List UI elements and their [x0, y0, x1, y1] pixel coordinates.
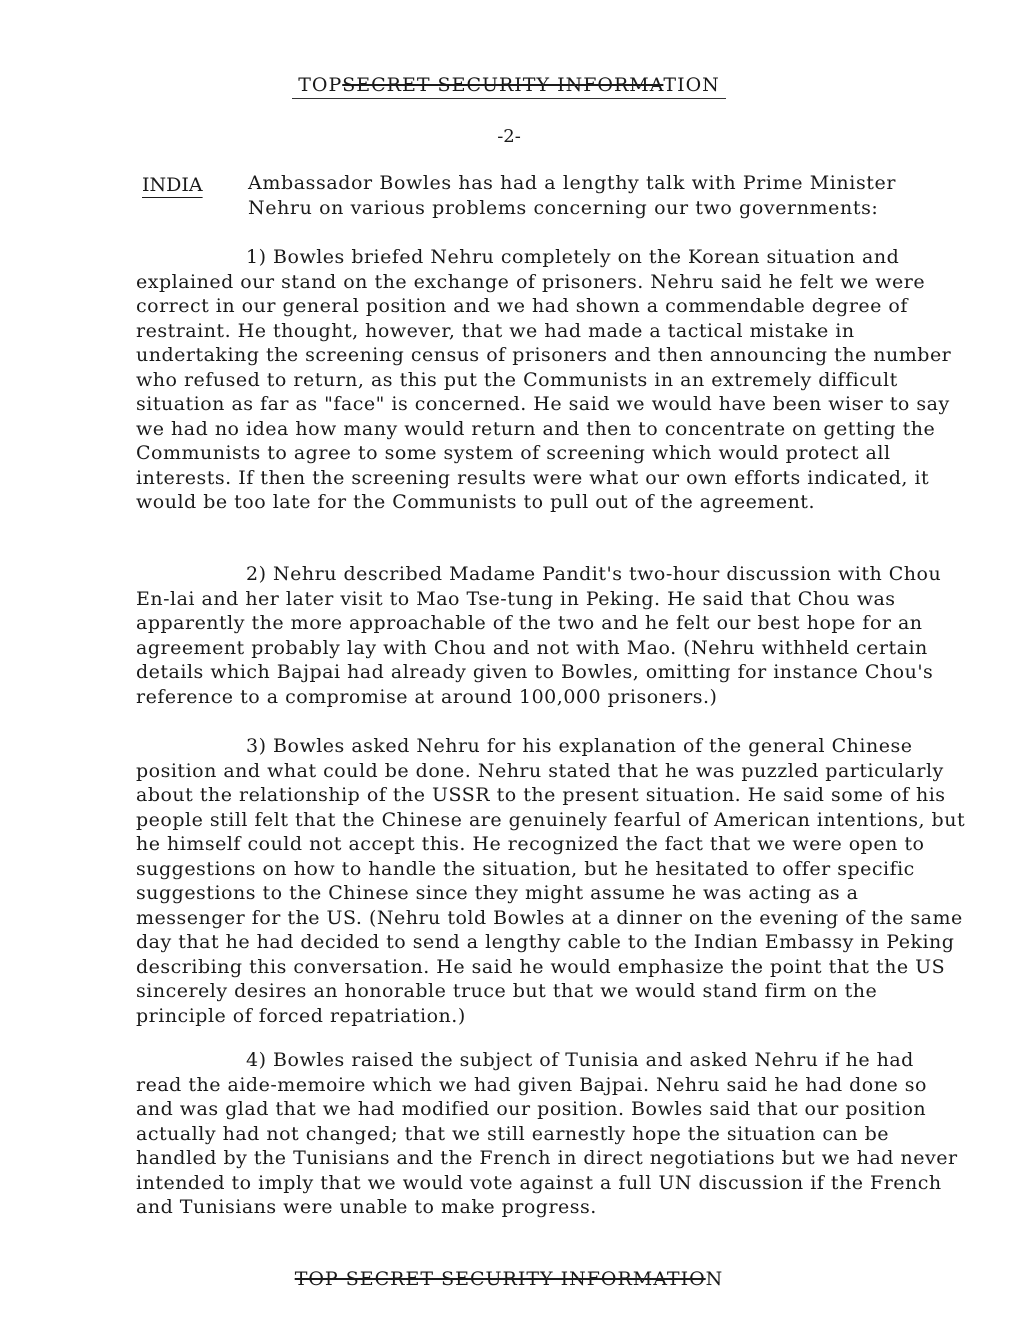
classification-footer	[0, 1268, 1018, 1290]
paragraph-text: 3) Bowles asked Nehru for his explanation of the general Chinese position and what could be done. Nehru stated that he was puzzled particularly about the relationship of the USSR to the present situation. He said some of his people still felt that the Chinese are genuinely fearful of American intentions, but he himself could not accept this. He recognized the fact that we were open to suggestions on how to handle the situation, but he hesitated to offer specific suggestions to the Chinese since they might assume he was acting as a messenger for the US. (Nehru told Bowles at a dinner on the evening of the same day that he had decided to send a lengthy cable to the Indian Embassy in Peking describing this conversation. He said he would emphasize the point that the US sincerely desires an honorable truce but that we would stand firm on the principle of forced repatriation.)	[136, 735, 966, 1027]
paragraph-text: 4) Bowles raised the subject of Tunisia and asked Nehru if he had read the aide-memoire which we had given Bajpai. Nehru said he had done so and was glad that we had modified our position. Bowles said that our position actually had not changed; that we still earnestly hope the situation can be handled by the Tunisians and the French in direct negotiations but we had never intended to imply that we would vote against a full UN discussion if the French and Tunisians were unable to make progress.	[136, 1049, 958, 1218]
classification-prefix: TOP	[298, 74, 343, 96]
paragraph-2	[136, 562, 966, 709]
footer-suffix: N	[705, 1268, 724, 1290]
paragraph-1	[136, 245, 966, 515]
section-label: INDIA	[142, 174, 203, 196]
paragraph-text: 1) Bowles briefed Nehru completely on the Korean situation and explained our stand on the exchange of prisoners. Nehru said he felt we were correct in our general position and we had shown a commendable degree of restraint. He thought, however, that we had made a tactical mistake in undertaking the screening census of prisoners and then announcing the number who refused to return, as this put the Communists in an extremely difficult situation as far as "face" is concerned. He said we would have been wiser to say we had no idea how many would return and then to concentrate on getting the Communists to agree to some system of screening which would protect all interests. If then the screening results were what our own efforts indicated, it would be too late for the Communists to pull out of the agreement.	[136, 246, 952, 513]
section-intro: Ambassador Bowles has had a lengthy talk with Prime Minister Nehru on various problems concerning our two governments:	[248, 172, 897, 219]
classification-header	[0, 74, 1018, 99]
paragraph-text: 2) Nehru described Madame Pandit's two-hour discussion with Chou En-lai and her later visit to Mao Tse-tung in Peking. He said that Chou was apparently the more approachable of the two and he felt our best hope for an agreement probably lay with Chou and not with Mao. (Nehru withheld certain details which Bajpai had already given to Bowles, omitting for instance Chou's reference to a compromise at around 100,000 prisoners.)	[136, 563, 942, 708]
footer-struck-text: TOP SECRET SECURITY INFORMATIO	[294, 1268, 706, 1290]
classification-suffix: TION	[663, 74, 720, 96]
page-number: -2-	[497, 126, 521, 147]
classification-struck-text: SECRET SECURITY INFORMA	[342, 74, 664, 96]
paragraph-3	[136, 734, 966, 1028]
paragraph-4	[136, 1048, 966, 1220]
